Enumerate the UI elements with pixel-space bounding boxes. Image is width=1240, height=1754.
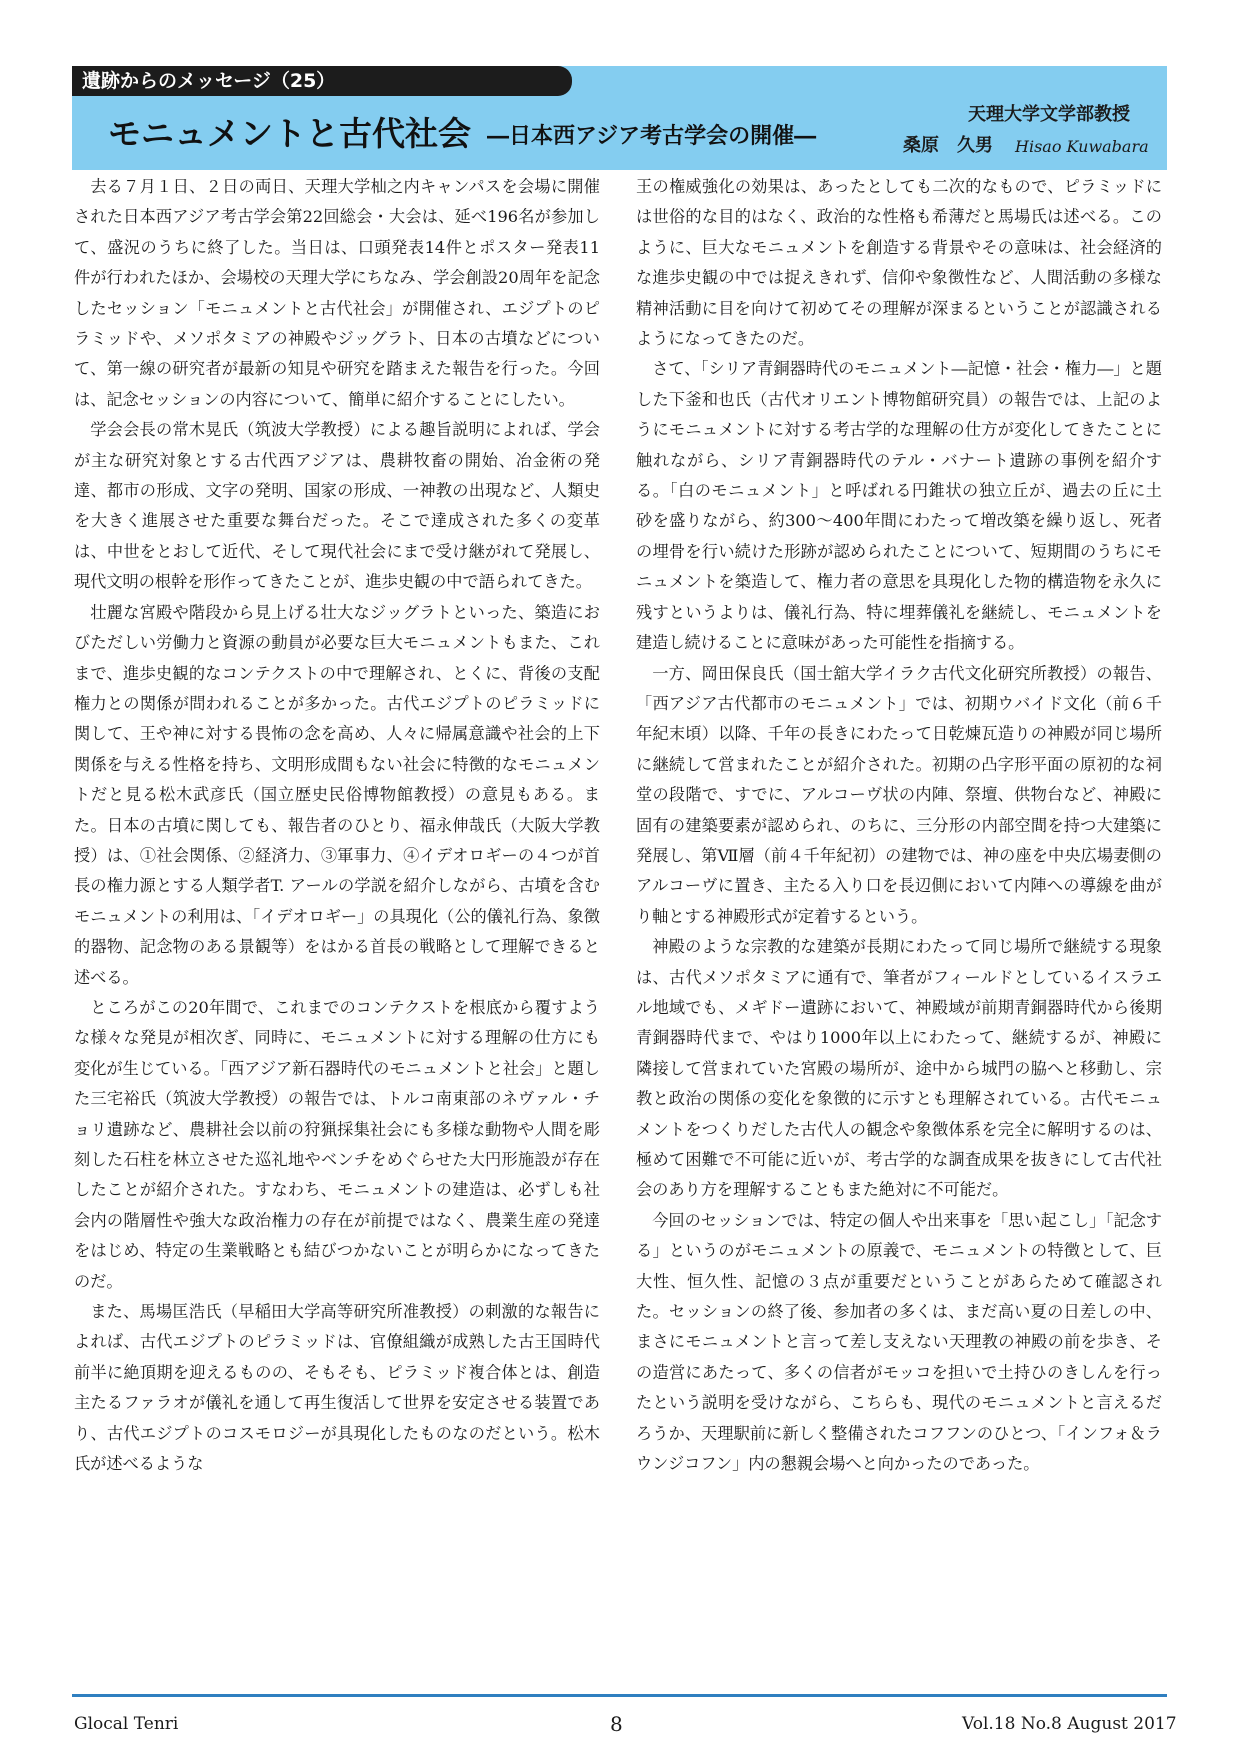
paragraph: 壮麗な宮殿や階段から見上げる壮大なジッグラトといった、築造におびただしい労働力と資源の動員が必要な巨大モニュメントもまた、これまで、進歩史観的なコンテクストの中で理解され、とくに、背後の支配権力との関係が問われることが多かった。古代エジプトのピラミッドに関して、王や神に対する畏怖の念を高め、人々に帰属意識や社会的上下関係を与える性格を持ち、文明形成間もない社会に特徴的なモニュメントだと見る松木武彦氏（国立歴史民俗博物館教授）の意見もある。また。日本の古墳に関しても、報告者のひとり、福永伸哉氏（大阪大学教授）は、①社会関係、②経済力、③軍事力、④イデオロギーの４つが首長の権力源とする人類学者T. アールの学説を紹介しながら、古墳を含むモニュメントの利用は、「イデオロギー」の具現化（公的儀礼行為、象徴的器物、記念物のある景観等）をはかる首長の戦略として理解できると述べる。 — [74, 602, 600, 987]
article-title: モニュメントと古代社会 — [108, 114, 471, 153]
paragraph: ところがこの20年間で、これまでのコンテクストを根底から覆すような様々な発見が相次ぎ、同時に、モニュメントに対する理解の仕方にも変化が生じている。「西アジア新石器時代のモニュメントと社会」と題した三宅裕氏（筑波大学教授）の報告では、トルコ南東部のネヴァル・チョリ遺跡など、農耕社会以前の狩猟採集社会にも多様な動物や人間を彫刻した石柱を林立させた巡礼地やベンチをめぐらせた大円形施設が存在したことが紹介された。すなわち、モニュメントの建造は、必ずしも社会内の階層性や強大な政治権力の存在が前提ではなく、農業生産の発達をはじめ、特定の生業戦略とも結びつかないことが明らかになってきたのだ。 — [74, 997, 600, 1291]
paragraph: 今回のセッションでは、特定の個人や出来事を「思い起こし」「記念する」というのがモニュメントの原義で、モニュメントの特徴として、巨大性、恒久性、記憶の３点が重要だということがあらためて確認された。セッションの終了後、参加者の多くは、まだ高い夏の日差しの中、まさにモニュメントと言って差し支えない天理教の神殿の前を歩き、その造営にあたって、多くの信者がモッコを担いで土持ひのきしんを行ったという説明を受けながら、こちらも、現代のモニュメントと言えるだろうか、天理駅前に新しく整備されたコフフンのひとつ、「インフォ＆ラウンジコフン」内の懇親会場へと向かったのであった。 — [636, 1210, 1162, 1474]
footer-divider — [72, 1694, 1167, 1697]
page-number: 8 — [610, 1712, 623, 1736]
paragraph: 神殿のような宗教的な建築が長期にわたって同じ場所で継続する現象は、古代メソポタミアに通有で、筆者がフィールドとしているイスラエル地域でも、メギドー遺跡において、神殿域が前期青銅器時代から後期青銅器時代まで、やはり1000年以上にわたって、継続するが、神殿に隣接して営まれていた宮殿の場所が、途中から城門の脇へと移動し、宗教と政治の関係の変化を象徴的に示すとも理解されている。古代モニュメントをつくりだした古代人の観念や象徴体系を完全に解明するのは、極めて困難で不可能に近いが、考古学的な調査成果を抜きにして古代社会のあり方を理解することもまた絶対に不可能だ。 — [636, 937, 1162, 1200]
paragraph: また、馬場匡浩氏（早稲田大学高等研究所准教授）の刺激的な報告によれば、古代エジプトのピラミッドは、官僚組織が成熟した古王国時代前半に絶頂期を迎えるものの、そもそも、ピラミッド複合体とは、創造主たるファラオが儀礼を通して再生復活して世界を安定させる装置であり、古代エジプトのコスモロジーが具現化したものなのだという。松木氏が述べるような — [74, 1302, 600, 1474]
paragraph: さて、「シリア青銅器時代のモニュメント―記憶・社会・権力―」と題した下釜和也氏（古代オリエント博物館研究員）の報告では、上記のようにモニュメントに対する考古学的な理解の仕方が変化してきたことに触れながら、シリア青銅器時代のテル・バナート遺跡の事例を紹介する。「白のモニュメント」と呼ばれる円錐状の独立丘が、過去の丘に土砂を盛りながら、約300～400年間にわたって増改築を繰り返し、死者の埋骨を行い続けた形跡が認められたことについて、短期間のうちにモニュメントを築造して、権力者の意思を具現化した物的構造物を永久に残すというよりは、儀礼行為、特に埋葬儀礼を継続し、モニュメントを建造し続けることに意味があった可能性を指摘する。 — [636, 359, 1162, 653]
article-subtitle: ―日本西アジア考古学会の開催― — [487, 123, 817, 149]
left-column — [74, 172, 600, 1479]
paragraph: 学会会長の常木晃氏（筑波大学教授）による趣旨説明によれば、学会が主な研究対象とする古代西アジアは、農耕牧畜の開始、冶金術の発達、都市の形成、文字の発明、国家の形成、一神教の出現など、人類史を大きく進展させた重要な舞台だった。そこで達成された多くの変革は、中世をとおして近代、そして現代社会にまで受け継がれて発展し、現代文明の根幹を形作ってきたことが、進歩史観の中で語られてきた。 — [74, 420, 600, 592]
paragraph: 一方、岡田保良氏（国士舘大学イラク古代文化研究所教授）の報告、「西アジア古代都市のモニュメント」では、初期ウバイド文化（前６千年紀末頃）以降、千年の長きにわたって日乾煉瓦造りの神殿が同じ場所に継続して営まれたことが紹介された。初期の凸字形平面の原初的な祠堂の段階で、すでに、アルコーヴ状の内陣、祭壇、供物台など、神殿に固有の建築要素が認められ、のちに、三分形の内部空間を持つ大建築に発展し、第Ⅶ層（前４千年紀初）の建物では、神の座を中央広場妻側のアルコーヴに置き、主たる入り口を長辺側において内陣への導線を曲がり軸とする神殿形式が定着するという。 — [636, 663, 1162, 926]
series-label: 遺跡からのメッセージ（25） — [72, 66, 572, 96]
author-affiliation: 天理大学文学部教授 — [968, 104, 1130, 125]
publication-name: Glocal Tenri — [74, 1714, 179, 1734]
paragraph: 去る７月１日、２日の両日、天理大学杣之内キャンパスを会場に開催された日本西アジア考古学会第22回総会・大会は、延べ196名が参加して、盛況のうちに終了した。当日は、口頭発表14件とポスター発表11件が行われたほか、会場校の天理大学にちなみ、学会創設20周年を記念したセッション「モニュメントと古代社会」が開催され、エジプトのピラミッドや、メソポタミアの神殿やジッグラト、日本の古墳などについて、第一線の研究者が最新の知見や研究を踏まえた報告を行った。今回は、記念セッションの内容について、簡単に紹介することにしたい。 — [74, 177, 600, 409]
issue-info: Vol.18 No.8 August 2017 — [962, 1714, 1177, 1734]
paragraph: 王の権威強化の効果は、あったとしても二次的なもので、ピラミッドには世俗的な目的はなく、政治的な性格も希薄だと馬場氏は述べる。このように、巨大なモニュメントを創造する背景やその意味は、社会経済的な進歩史観の中では捉えきれず、信仰や象徴性など、人間活動の多様な精神活動に目を向けて初めてその理解が深まるということが認識されるようになってきたのだ。 — [636, 177, 1163, 349]
author-name-en: Hisao Kuwabara — [1015, 137, 1149, 156]
right-column — [636, 172, 1162, 1479]
author-name-jp: 桑原 久男 — [903, 135, 993, 156]
